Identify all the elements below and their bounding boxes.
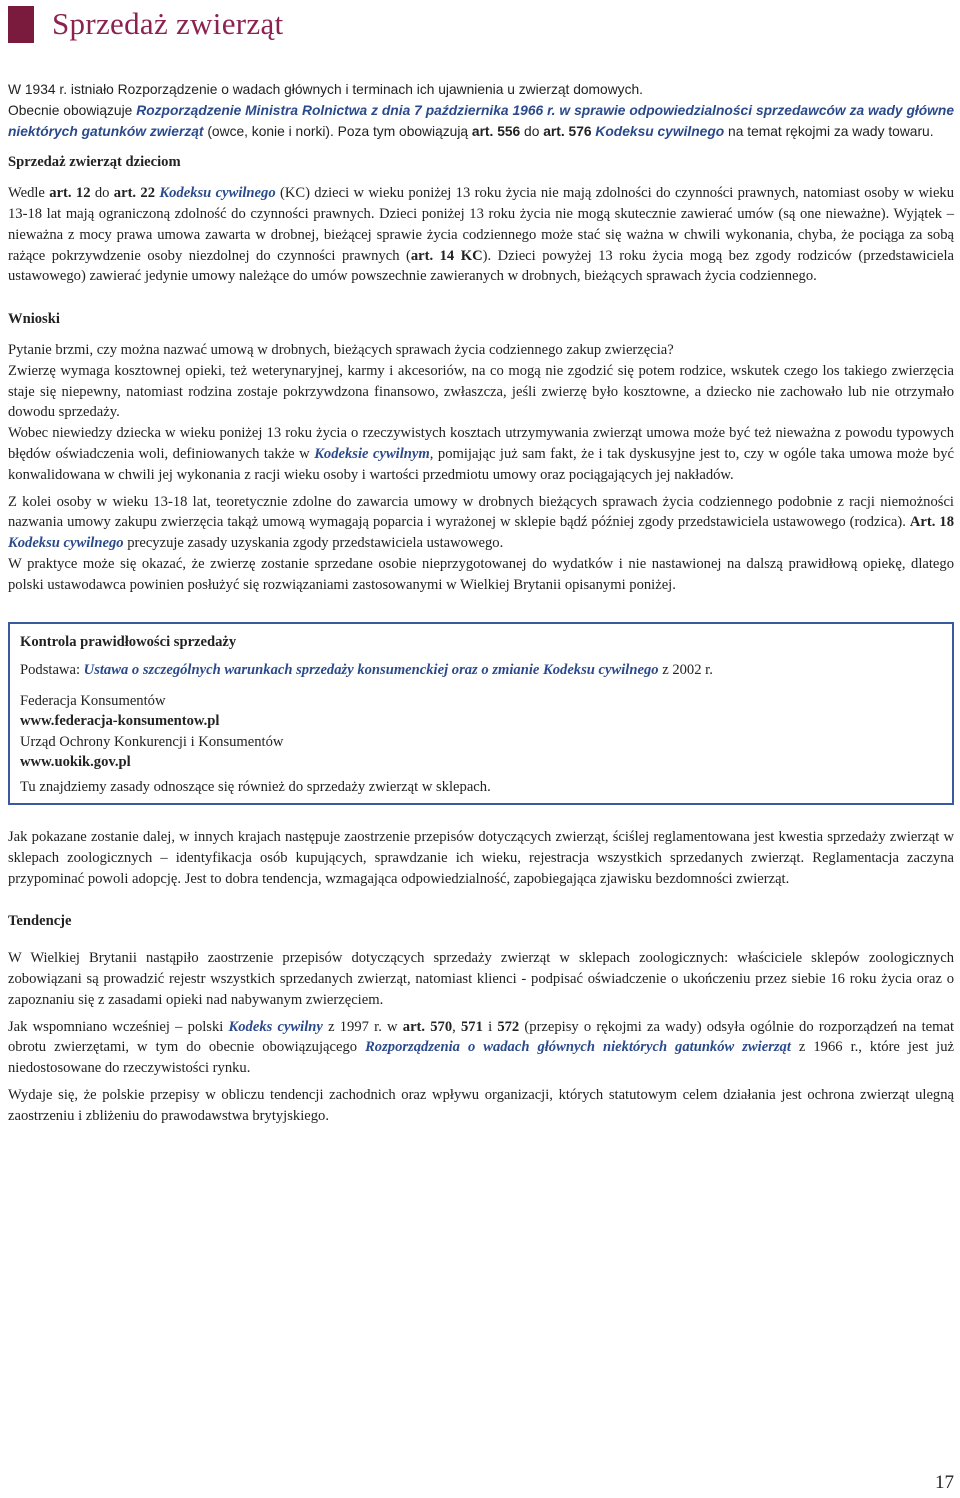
box-basis: [20, 660, 940, 681]
text: (przepisy o rękojmi za wady) odsyła ogólnie do rozporządzeń na temat obrotu zwierzętami, w tym do obecnie obowiązującego: [8, 1018, 955, 1056]
sales-control-box: [8, 622, 954, 806]
civil-code-link[interactable]: Kodeksu cywilnego: [595, 123, 725, 139]
civil-code-link[interactable]: Kodeksu cywilnego: [159, 185, 276, 202]
text: (owce, konie i norki). Poza tym obowiązują: [203, 123, 472, 139]
org-url[interactable]: www.uokik.gov.pl: [20, 754, 131, 771]
article-ref: art. 12: [49, 185, 91, 202]
intro-paragraph-1: W 1934 r. istniało Rozporządzenie o wadach głównych i terminach ich ujawnienia u zwierząt domowych.: [8, 82, 643, 97]
conclusions-paragraph-5: W praktyce może się okazać, że zwierzę zostanie sprzedane osobie nieprzygotowanej do wydatków i nie nastawionej na dalszą prawidłową opiekę, dlatego polski ustawodawca powinien posłużyć się rozwiązaniami zastosowanymi w Wielkiej Brytanii opisanymi poniżej.: [8, 555, 954, 593]
org-url[interactable]: www.federacja-konsumentow.pl: [20, 713, 220, 730]
text: Z kolei osoby w wieku 13-18 lat, teoretycznie zdolne do zawarcia umowy w drobnych bieżących sprawach życia codziennego podobnie z racji niemożności nazwania umowy zakupu zwierzęcia takąż umową wymagają poparcia i wyrażonej w sklepie bądź później zgody przedstawiciela ustawowego (rodzica).: [8, 493, 954, 531]
section-heading-children: Sprzedaż zwierząt dzieciom: [8, 154, 181, 171]
text: do: [90, 185, 114, 202]
text: ,: [452, 1018, 461, 1035]
text: z 2002 r.: [658, 662, 713, 679]
text: z 1997 r. w: [322, 1018, 403, 1035]
trends-paragraph-3: Wydaje się, że polskie przepisy w obliczu tendencji zachodnich oraz wpływu organizacji, których statutowym celem działania jest ochrona zwierząt ulegną zaostrzeniu i zbliżeniu do prawodawstwa brytyjskiego.: [8, 1087, 954, 1124]
article-ref: 572: [497, 1018, 520, 1035]
text: Wobec niewiedzy dziecka w wieku poniżej 13 roku życia o rzeczywistych kosztach utrzymywania zwierząt umowa może być też nieważna z powodu typowych błędów oświadczenia woli, definiowanych także w: [8, 425, 954, 462]
conclusions-paragraph-1: Pytanie brzmi, czy można nazwać umową w drobnych, bieżących sprawach życia codziennego zakup zwierzęcia?: [8, 341, 674, 358]
article-ref: art. 570: [402, 1018, 453, 1035]
text: Wedle: [8, 185, 50, 202]
text: precyzuje zasady uzyskania zgody przedstawiciela ustawowego.: [123, 535, 504, 552]
text: , pomijając już sam fakt, że i tak dyskusyjne jest to, czy w ogóle taka umowa może być konwalidowana w chwili jej wykonania z racji wieku osoby i wartości przedmiotu umowy oraz pociągających jej nakładów.: [8, 445, 954, 483]
after-box-paragraph: Jak pokazane zostanie dalej, w innych krajach następuje zaostrzenie przepisów dotyczących zwierząt, ściślej reglamentowana jest kwestia sprzedaży zwierząt w sklepach zoologicznych – identyfikacja osób kupujących, sprawdzanie ich wieku, rejestracja wszystkich sprzedanych zwierząt. Reglamentacja zaczyna przypominać powoli adopcję. Jest to dobra tendencja, wzmagająca odpowiedzialność, zapobiegająca zjawisku bezdomności zwierząt.: [8, 829, 954, 887]
children-paragraph: [8, 183, 954, 287]
conclusions-paragraph-2: Zwierzę wymaga kosztownej opieki, też weterynaryjnej, karmy i akcesoriów, na co mogą nie zgodzić się potem rodzice, wskutek czego los takiego zwierzęcia staje się niepewny, natomiast rodzina zostaje pokrzywdzona finansowo, zwłaszcza, jeśli zwierzę było kosztowne, a dziecko nie zachowało lub nie otrzymało dowodu sprzedaży.: [8, 362, 954, 421]
article-ref: art. 22: [113, 185, 156, 202]
text: (KC) dzieci w wieku poniżej 13 roku życia nie mają zdolności do czynności prawnych, natomiast osoby w wieku 13-18 lat mają ograniczoną zdolność do czynności prawnych. Dzieci poniżej 13 roku życia nie mogą skutecznie zawierać umów (są one nieważne). Wyjątek – nieważna z mocy prawa umowa zawarta w drobnej, bieżącej sprawie życia codziennego może stać się ważna w chwili wykonania, chyba, że pociąga za sobą rażące pokrzywdzenie osoby niezdolnej do czynności prawnych (: [8, 185, 955, 264]
section-heading-conclusions: Wnioski: [8, 311, 60, 328]
box-heading: Kontrola prawidłowości sprzedaży: [20, 633, 237, 650]
page-number: 17: [935, 1472, 954, 1493]
civil-code-link[interactable]: Kodeksu cywilnego: [8, 535, 124, 552]
intro-paragraph-2: [8, 101, 954, 143]
article-ref: art. 14 KC: [410, 247, 483, 264]
title-accent-bar: [8, 6, 34, 43]
org-name: Urząd Ochrony Konkurencji i Konsumentów: [20, 733, 284, 750]
trends-paragraph-1: W Wielkiej Brytanii nastąpiło zaostrzenie przepisów dotyczących sprzedaży zwierząt w sklepach zoologicznych: właściciele sklepów zoologicznych zobowiązani są prowadzić rejestr wszystkich sprzedanych zwierząt, natomiast klienci - podpisać oświadczenie o ukończeniu przez siebie 16 roku życia oraz o zapoznaniu się z zasadami opieki nad nabywanym zwierzęciem.: [8, 950, 954, 1008]
text: Podstawa:: [20, 662, 84, 679]
article-ref: Art. 18: [909, 514, 954, 531]
trends-paragraph-2: [8, 1017, 954, 1079]
text: z 1966 r., które jest już niedostosowane do rzeczywistości rynku.: [8, 1039, 954, 1077]
text: na temat rękojmi za wady towaru.: [724, 123, 934, 139]
regulation-link[interactable]: Rozporządzenie Ministra Rolnictwa z dnia 7 października 1966 r. w sprawie odpowiedzialności sprzedawców za wady główne niektórych gatunków zwierząt: [8, 102, 954, 139]
page-title: Sprzedaż zwierząt: [52, 6, 284, 41]
text: Obecnie obowiązuje: [8, 102, 137, 118]
conclusions-paragraph-4: [8, 492, 954, 554]
act-link[interactable]: Ustawa o szczególnych warunkach sprzedaży konsumenckiej oraz o zmianie Kodeksu cywilnego: [83, 662, 659, 679]
section-heading-trends: Tendencje: [8, 913, 72, 930]
article-ref: art. 576: [543, 123, 592, 139]
article-ref: art. 556: [471, 123, 521, 139]
conclusions-paragraph-3: [8, 423, 954, 485]
regulation-link[interactable]: Rozporządzenia o wadach głównych niektórych gatunków zwierząt: [365, 1039, 791, 1056]
main-content: [8, 80, 954, 1127]
text: i: [482, 1018, 498, 1035]
text: Jak wspomniano wcześniej – polski: [8, 1018, 229, 1035]
org-name: Federacja Konsumentów: [20, 692, 166, 709]
text: do: [520, 123, 544, 139]
article-ref: 571: [460, 1018, 483, 1035]
civil-code-link[interactable]: Kodeksie cywilnym: [314, 445, 430, 462]
box-note: Tu znajdziemy zasady odnoszące się również do sprzedaży zwierząt w sklepach.: [20, 778, 491, 795]
civil-code-link[interactable]: Kodeks cywilny: [228, 1018, 323, 1035]
text: ). Dzieci powyżej 13 roku życia mogą bez zgody rodziców (przedstawiciela ustawowego) zawierać jedynie umowy należące do umów powszechnie zawieranych w drobnych, bieżących sprawach życia codziennego.: [8, 247, 954, 285]
